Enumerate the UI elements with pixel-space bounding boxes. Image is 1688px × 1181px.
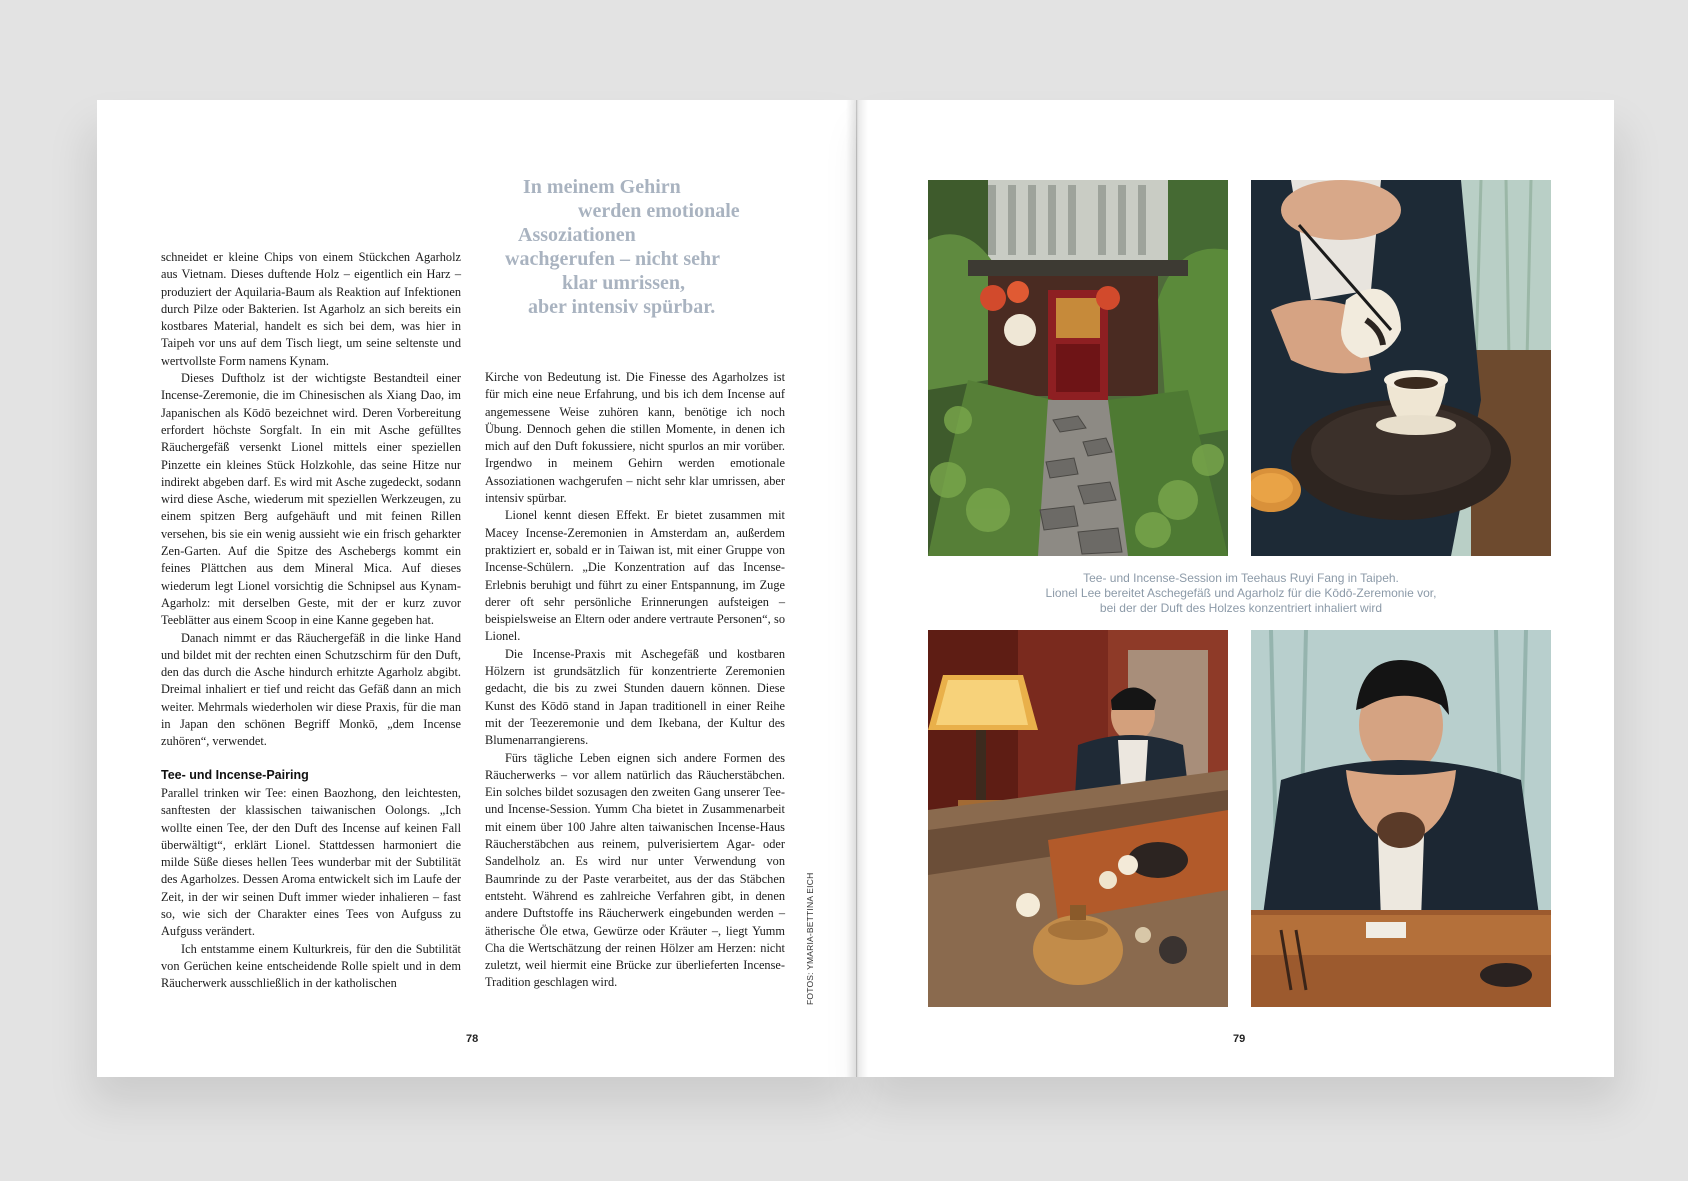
caption-line: Tee- und Incense-Session im Teehaus Ruyi Fang in Taipeh. — [1083, 571, 1399, 585]
page-number-left: 78 — [466, 1033, 479, 1045]
paragraph: Danach nimmt er das Räuchergefäß in die linke Hand und bildet mit der rechten einen Schutzschirm für den Duft, den das durch die Asche hindurch erhitzte Agarholz abgibt. Dreimal inhaliert er tief und reicht das Gefäß dann an mich weiter. Mehrmals wiederholen wir diese Praxis, für die man in Japan den schönen Begriff Monkō, „dem Incense zuhören“, verwendet. — [161, 630, 461, 749]
pull-quote-line: wachgerufen – nicht sehr — [505, 248, 720, 270]
pull-quote-line: Assoziationen — [518, 224, 636, 246]
incense-inhale-image — [1251, 630, 1551, 1007]
tea-bowl-image — [1251, 180, 1551, 556]
tea-table-image — [928, 630, 1228, 1007]
photo-teahouse-entrance — [928, 180, 1228, 556]
pull-quote-line: In meinem Gehirn — [523, 176, 681, 198]
paragraph: Die Incense-Praxis mit Aschegefäß und kostbaren Hölzern ist grundsätzlich für konzentrierte Zeremonien gedacht, die bis zu zwei Stunden dauern können. Diese Kunst des Kōdō stand in Japan traditionell in einer Reihe mit der Teezeremonie und dem Ikebana, der Kultur des Blumenarrangierens. — [485, 646, 785, 748]
caption-line: bei der der Duft des Holzes konzentriert inhaliert wird — [1099, 601, 1383, 615]
text-column-right — [485, 369, 785, 992]
paragraph: Kirche von Bedeutung ist. Die Finesse des Agarholzes ist für mich eine neue Erfahrung, und bis ich dem Incense auf angemessene Weise zuhören kann, benötige ich noch Übung. Dennoch gehen die stillen Momente, in denen ich mich auf den Duft fokussiere, nicht spurlos an mir vorüber. Irgendwo in meinem Gehirn werden emotionale Assoziationen wachgerufen – nicht sehr klar umrissen, aber intensiv spürbar. — [485, 370, 785, 506]
text-column-left — [161, 249, 461, 992]
photo-tea-bowl — [1251, 180, 1551, 556]
paragraph: Fürs tägliche Leben eignen sich andere Formen des Räucherwerks – vor allem natürlich das Räucherstäbchen. Ein solches bildet sozusagen den zweiten Gang unserer Tee- und Incense-Session. Yumm Cha bietet in Zusammenarbeit mit einem über 100 Jahre alten taiwanischen Incense-Haus Räucherstäbchen aus reinem, pulverisiertem Agar- oder Sandelholz an. Es wird nur unter Verwendung von Baumrinde zu der Paste verarbeitet, aus der das Stäbchen entsteht. Während es zahlreiche Verfahren gibt, in denen andere Duftstoffe ins Räucherwerk eingebunden werden – ätherische Öle etwa, Gewürze oder Kräuter –, liegt Yumm Cha die Wertschätzung der reinen Hölzer am Herzen: nicht zuletzt, weil hiermit eine Brücke zur überlieferten Incense-Tradition geschlagen wird. — [485, 750, 785, 990]
photo-tea-table — [928, 630, 1228, 1007]
paragraph: Ich entstamme einem Kulturkreis, für den die Subtilität von Gerüchen keine entscheidende Rolle spielt und in dem Räucherwerk ausschließlich in der katholischen — [161, 941, 461, 991]
paragraph: schneidet er kleine Chips von einem Stückchen Agarholz aus Vietnam. Dieses duftende Holz – eigentlich ein Harz – produziert der Aquilaria-Baum als Reaktion auf Infektionen durch Pilze oder Bakterien. Ist Agarholz an sich bereits ein kostbares Material, handelt es sich bei dem, was hier in Taipeh vor uns auf dem Tisch liegt, um seine seltenste und wertvollste Form namens Kynam. — [161, 250, 461, 368]
pull-quote-line: aber intensiv spürbar. — [528, 296, 716, 318]
photo-incense-inhale — [1251, 630, 1551, 1007]
paragraph: Parallel trinken wir Tee: einen Baozhong, den leichtesten, sanftesten der klassischen taiwanischen Oolongs. „Ich wollte einen Tee, der den Duft des Incense auf keinen Fall überwältigt“, erklärt Lionel. Stattdessen harmoniert die milde Süße dieses hellen Tees wunderbar mit der Subtilität des Agarholzes. Dessen Aroma entwickelt sich im Laufe der Zeit, in der wir seinen Duft immer wieder inhalieren – fast so, wie sich der Charakter eines Tees von Aufguss zu Aufguss verändert. — [161, 785, 461, 939]
photo-caption — [930, 571, 1552, 616]
subheading: Tee- und Incense-Pairing — [161, 767, 309, 782]
paragraph: Dieses Duftholz ist der wichtigste Bestandteil einer Incense-Zeremonie, die im Chinesischen als Xiang Dao, im Japanischen als Kōdō bezeichnet wird. Deren Vorbereitung erfordert höchste Sorgfalt. In ein mit Asche gefülltes Räuchergefäß versenkt Lionel mittels einer speziellen Pinzette ein kleines Stück Holzkohle, das seine Hitze nur indirekt abgeben darf. Es wird mit Asche zugedeckt, sodann wird diese Asche, wiederum mit speziellen Werkzeugen, zu einem spitzen Berg aufgehäuft und mit feinen Rillen versehen, bis sie ein wenig aussieht wie ein frisch geharkter Zen-Garten. Auf die Spitze des Aschebergs kommt ein feines Plättchen aus dem Mineral Mica. Auf dieses wiederum legt Lionel vorsichtig die Schnipsel aus Kynam-Agarholz: mit derselben Geste, mit der er kurz zuvor Teeblätter aus einem Scoop in eine Kanne gegeben hat. — [161, 371, 461, 628]
spine-gutter — [846, 100, 868, 1077]
teahouse-entrance-image — [928, 180, 1228, 556]
paragraph: Lionel kennt diesen Effekt. Er bietet zusammen mit Macey Incense-Zeremonien in Amsterdam an, außerdem praktiziert er, sobald er in Taiwan ist, mit einer Gruppe von Incense-Schülern. „Die Konzentration auf das Incense-Erlebnis beruhigt und führt zu einer Entspannung, im Zuge derer oft sehr persönliche Erinnerungen aufsteigen – beispielsweise an Eltern oder andere vertraute Personen“, so Lionel. — [485, 508, 785, 644]
pull-quote-line: klar umrissen, — [562, 272, 685, 294]
page-number-right: 79 — [1233, 1033, 1246, 1045]
pull-quote-line: werden emotionale — [578, 200, 740, 222]
photo-credit: FOTOS: YMARIA-BETTINA EICH — [805, 872, 815, 1005]
caption-line: Lionel Lee bereitet Aschegefäß und Agarholz für die Kōdō-Zeremonie vor, — [1045, 586, 1437, 600]
